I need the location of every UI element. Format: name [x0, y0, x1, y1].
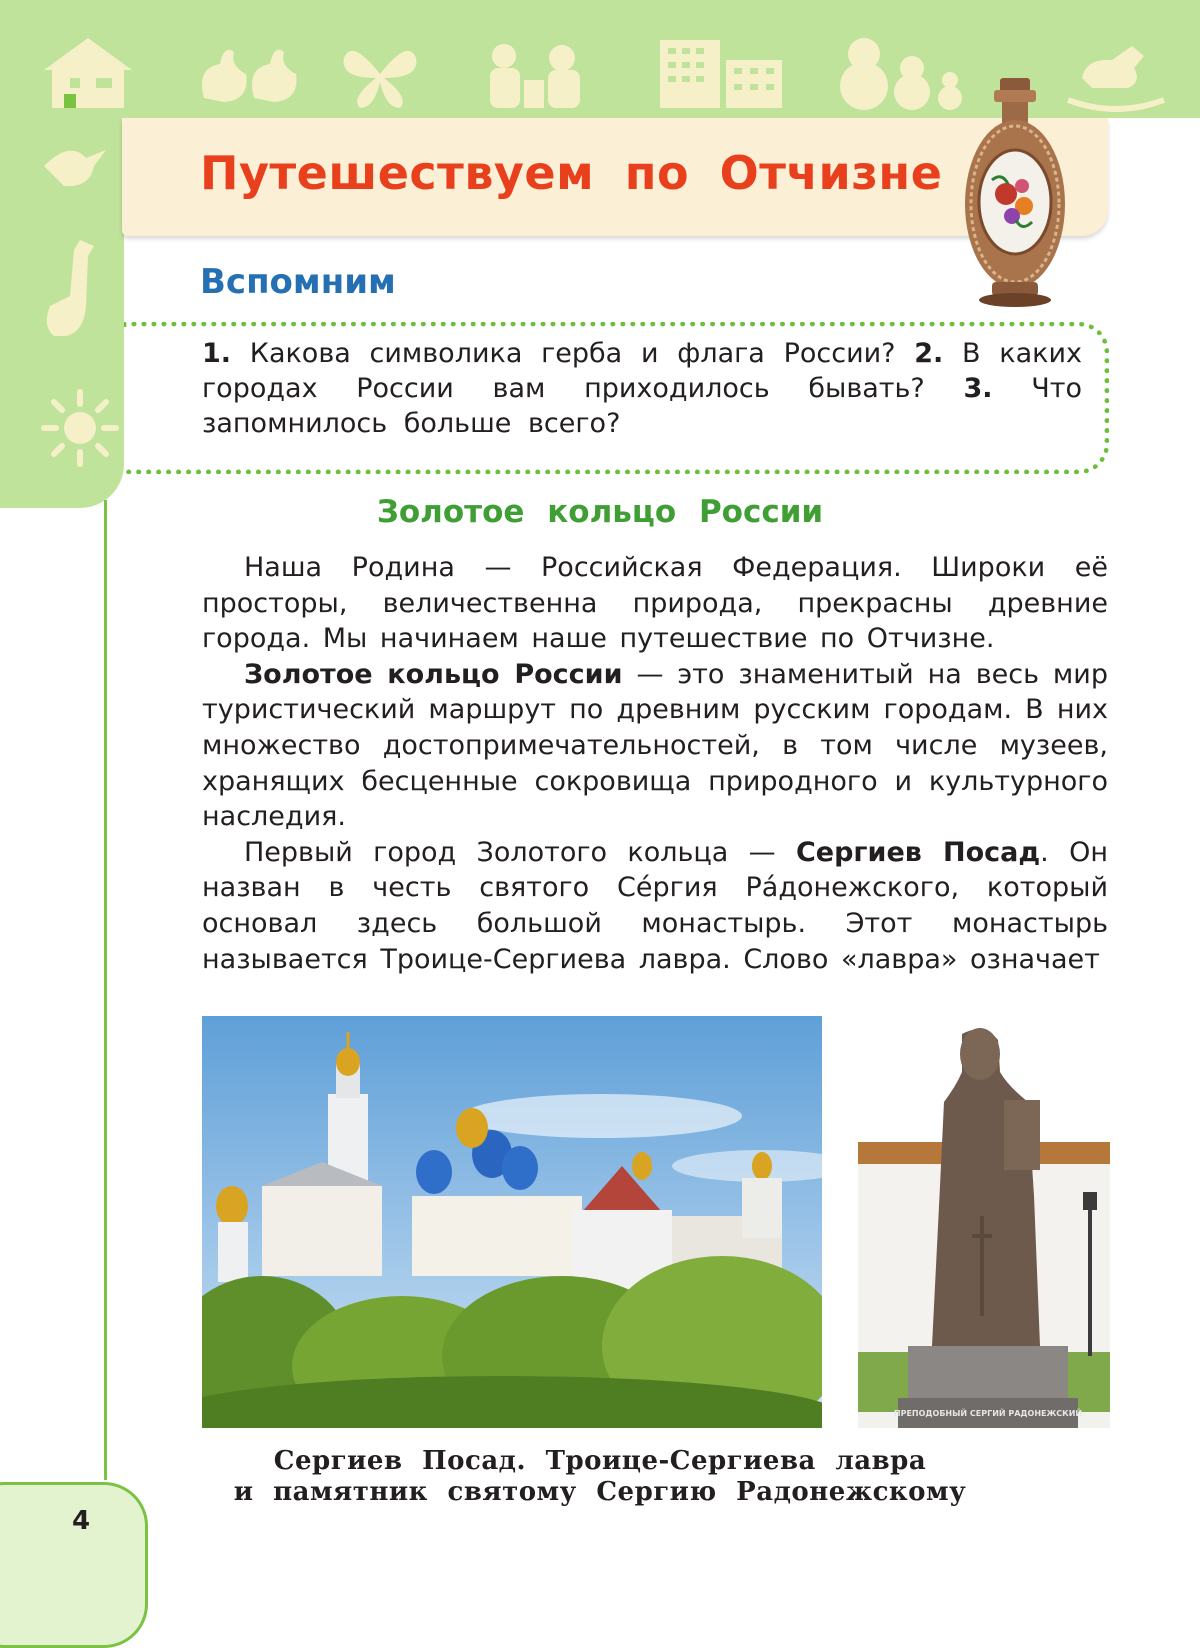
page-title: Путешествуем по Отчизне	[200, 146, 943, 200]
butterfly-icon	[340, 38, 420, 110]
bears-icon	[478, 40, 588, 112]
recall-heading: Вспомним	[200, 262, 396, 302]
term-bold: Золотое кольцо России	[244, 658, 623, 690]
lavra-photo	[202, 1016, 822, 1428]
paragraph-text: Первый город Золотого кольца —	[244, 836, 796, 868]
margin-line	[104, 500, 107, 1480]
statue-photo	[858, 1016, 1110, 1428]
body-text	[202, 550, 1108, 977]
paragraph-text: . Он назван в честь святого Се́ргия Ра́донежского, который основал здесь большой монастырь. Этот монастырь называется Троице-Сергиева лавра. Слово «лавра» означает	[202, 836, 1108, 975]
vase-illustration	[962, 76, 1068, 308]
rocking-horse-icon	[1062, 38, 1172, 112]
birds-icon	[194, 38, 314, 108]
question-number: 3.	[963, 373, 993, 404]
question-number: 2.	[914, 338, 944, 369]
recall-questions	[202, 336, 1082, 441]
statue-plaque: ПРЕПОДОБНЫЙ СЕРГИЙ РАДОНЕЖСКИЙ	[893, 1409, 1083, 1418]
house-icon	[40, 34, 136, 110]
question-text: В каких городах России вам приходилось бывать?	[202, 338, 1082, 404]
paragraph	[202, 657, 1108, 835]
question-number: 1.	[202, 338, 232, 369]
question-text: Что запомнилось больше всего?	[202, 373, 1082, 439]
matryoshka-icon	[836, 34, 966, 112]
figure-caption	[0, 1446, 1200, 1508]
bird-icon	[40, 136, 110, 196]
page-number: 4	[71, 1506, 91, 1536]
term-bold: Сергиев Посад	[795, 836, 1041, 868]
giraffe-icon	[40, 236, 110, 346]
paragraph	[202, 835, 1108, 977]
section-heading: Золотое кольцо России	[376, 494, 824, 530]
sun-icon	[40, 388, 120, 468]
paragraph-text: — это знаменитый на весь мир туристический маршрут по древним русским городам. В них множество достопримечательностей, в том числе музеев, хранящих бесценные сокровища природного и культурного наследия.	[202, 658, 1108, 833]
caption-line: Сергиев Посад. Троице-Сергиева лавра	[273, 1446, 927, 1476]
question-text: Какова символика герба и флага России?	[249, 338, 896, 369]
paragraph: Наша Родина — Российская Федерация. Широки её просторы, величественна природа, прекрасны древние города. Мы начинаем наше путешествие по Отчизне.	[202, 552, 1108, 655]
buildings-icon	[656, 36, 786, 110]
caption-line: и памятник святому Сергию Радонежскому	[233, 1477, 967, 1507]
